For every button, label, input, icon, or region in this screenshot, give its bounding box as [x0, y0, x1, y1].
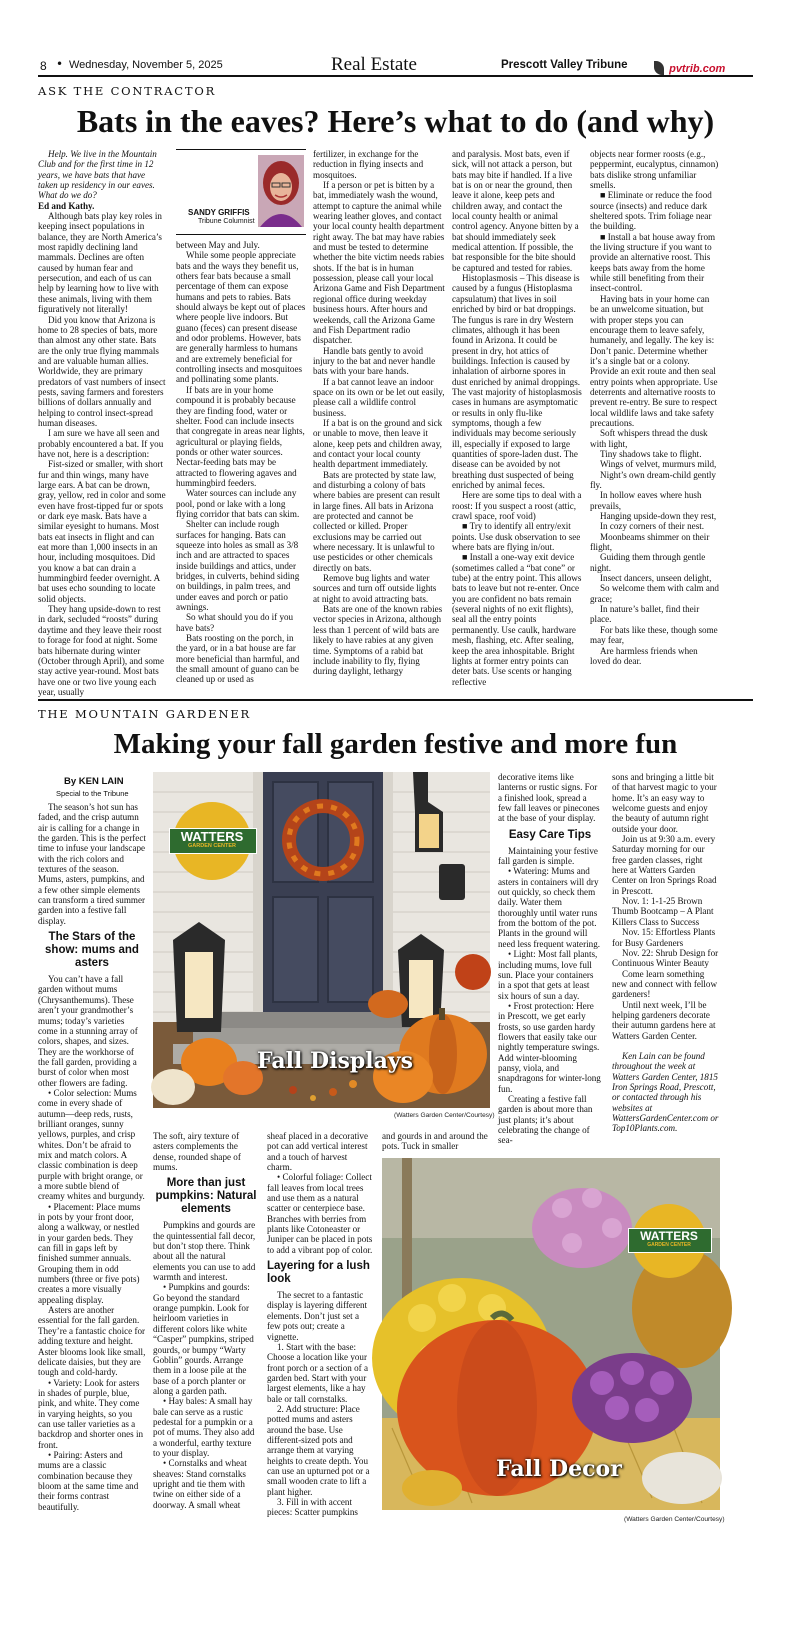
paragraph: Handle bats gently to avoid injury to the bat and never handle bats with your bare hands. — [313, 345, 436, 377]
paragraph: Come learn something new and connect with fellow gardeners! — [612, 968, 718, 1000]
article-kicker: ASK THE CONTRACTOR — [38, 84, 217, 98]
paragraph: Bats are protected by state law, and disturbing a colony of bats where babies are present can result in large fines. All bats in Arizona are protected and cannot be collected or killed. Proper exclusions may be carried out where necessary. It is unlawful to use pesticides or other chemicals directly on bats. — [313, 469, 440, 573]
paragraph: Shelter can include rough surfaces for hanging. Bats can squeeze into holes as small as 3/8 inch and are attracted to spaces inside buildings and attics, under bridges, in culverts, behind siding on buildings, in palm trees, and under eaves and porch or patio awnings. — [176, 519, 300, 613]
bullet-item: • Pumpkins and gourds: Go beyond the standard orange pumpkin. Look for heirloom varieties in different colors like white “Casper” pumpkins, striped gourds, or bumpy “Warty Goblin” gourds. Arrange them in a loose pile at the base of a porch planter or along a garden path. — [153, 1282, 254, 1396]
fall-displays-photo — [153, 772, 490, 1108]
article1-column-3 — [313, 149, 445, 691]
article1-column-2 — [176, 240, 306, 691]
tip-item: ■ Install a one-way exit device (sometimes called a “bat cone” or tube) at the entry point. This allows bats to leave but not re-enter. Once you are confident no bats remain (several nights of no exit flights), seal all the entry points permanently. Use caulk, hardware mesh, flashing, etc. After sealing, keep the area inhospitable. Bright lights at former entry points can deter bats. Use scents or hanging reflective — [452, 552, 582, 687]
paragraph: The season’s hot sun has faded, and the crisp autumn air is calling for a change in the garden. This is the perfect time to infuse your landscape with the rich colors and textures of the season. Mums, asters, pumpkins, and a few other simple elements can transform a tired summer garden into a festive fall display. — [38, 802, 146, 926]
columnist-title: Tribune Columnist — [198, 218, 255, 225]
poem-line: In cozy corners of their nest. — [600, 521, 705, 532]
article2-byline: By KEN LAIN — [64, 776, 124, 787]
article2-kicker: THE MOUNTAIN GARDENER — [38, 707, 251, 721]
reader-question: Help. We live in the Mountain Club and for the first time in 12 years, we have bats that have taken up residency in our eaves. What do we do? — [38, 149, 157, 201]
paragraph: Maintaining your festive fall garden is simple. — [498, 845, 598, 867]
paragraph: objects near former roosts (e.g., peppermint, eucalyptus, cinnamon) bats dislike strong unfamiliar smells. — [590, 149, 719, 191]
article1-column-4 — [452, 149, 582, 691]
tip-item: ■ Eliminate or reduce the food source (insects) and reduce dark sheltered spots. Trim foliage near the building. — [590, 190, 712, 232]
paragraph: Remove bug lights and water sources and turn off outside lights at night to avoid attracting bats. — [313, 573, 437, 604]
poem-line: Guiding them through gentle night. — [590, 552, 706, 573]
columnist-name: SANDY GRIFFIS — [188, 208, 250, 217]
event-item: Nov. 15: Effortless Plants for Busy Gardeners — [612, 927, 716, 948]
tip-item: ■ Try to identify all entry/exit points. Use dusk observation to see where bats are flying in/out. — [452, 521, 581, 553]
paragraph: Having bats in your home can be an unwelcome situation, but with proper steps you can encourage them to leave safely, humanely, and legally. The key is: Don’t panic. Determine whether it’s a single bat or a colony. Provide an exit route and then seal entry points when appropriate. Use deterrents and alternative roosts to prevent re-entry. Be sure to respect local wildlife laws and take safety precautions. — [590, 293, 718, 428]
article2-column-2 — [153, 1131, 259, 1586]
bullet-item: • Pairing: Asters and mums are a classic combination because they bloom at the same time and their forms contrast beautifully. — [38, 1449, 139, 1512]
paragraph: Join us at 9:30 a.m. every Saturday morning for our free garden classes, right here at Watters Garden Center on Iron Springs Road in Prescott. — [612, 834, 717, 896]
subhead-layering: Layering for a lush look — [267, 1260, 370, 1286]
article2-byline-title: Special to the Tribune — [56, 789, 129, 798]
poem-line: So welcome them with calm and grace; — [590, 583, 719, 604]
paragraph: Water sources can include any pool, pond or lake with a long flying corridor that bats can skim. — [176, 488, 300, 519]
bullet-item: • Variety: Look for asters in shades of purple, blue, pink, and white. They come in varying heights, so you can use taller varieties as a backdrop and shorter ones in front. — [38, 1377, 144, 1450]
watters-logo — [173, 802, 251, 880]
site-url: pvtrib.com — [669, 63, 726, 75]
author-tagline: Ken Lain can be found throughout the week at Watters Garden Center, 1815 Iron Springs Road, Prescott, or contacted through his websites at WattersGardenCenter.com or Top10Plants.com. — [612, 1050, 719, 1134]
article1-column-5 — [590, 149, 720, 691]
paragraph: Did you know that Arizona is home to 28 species of bats, more than almost any other state. Bats are the only true flying mammals and are valuable human allies. Worldwide, they are primary predators of vast numbers of insect pests, saving farmers and foresters billions of dollars annually and helping to control insect-spread human diseases. — [38, 314, 166, 428]
feather-icon — [654, 61, 664, 75]
page-number: 8 — [40, 59, 47, 73]
paper-name: Prescott Valley Tribune — [501, 59, 628, 71]
numbered-step: 1. Start with the base: Choose a location like your front porch or a section of a garden bed. Start with your largest elements, like a hay bale or tall cornstalks. — [267, 1341, 369, 1404]
bullet-item: • Frost protection: Here in Prescott, we get early frosts, so use garden hardy flowers that easily take our nightly temperature swings. Add winter-blooming pansy, viola, and snapdragons for winter-long fun. — [498, 1000, 601, 1094]
section-title: Real Estate — [331, 54, 417, 75]
numbered-step: 3. Fill in with accent pieces: Scatter pumpkins — [267, 1497, 358, 1518]
poem-line: Soft whispers thread the dusk with light, — [590, 428, 708, 449]
article1-column-1 — [38, 149, 166, 697]
poem-line: Wings of velvet, murmurs mild, — [600, 459, 717, 470]
poem-line: Insect dancers, unseen delight, — [600, 573, 712, 584]
paragraph: sons and bringing a little bit of that harvest magic to your home. It’s an easy way to welcome guests and enjoy the beauty of autumn right outside your door. — [612, 772, 717, 834]
tip-item: ■ Install a bat house away from the living structure if you want to provide an alternative roost. This keeps bats away from the home while still benefiting from their insect-control. — [590, 231, 716, 294]
poem-line: In nature’s ballet, find their place. — [590, 604, 700, 625]
paragraph: You can’t have a fall garden without mums (Chrysanthemums). These aren’t your grandmother’s mums; today’s varieties come in a stunning array of colors, shapes, and sizes. They are the workhorse of the fall garden, providing a burst of color when most other flowers are fading. — [38, 974, 138, 1088]
site-logo[interactable] — [654, 57, 725, 76]
article2-column-5 — [612, 772, 720, 1154]
paragraph: Here are some tips to deal with a roost: If you suspect a roost (attic, crawl space, roof void) — [452, 490, 582, 522]
fall-decor-photo — [382, 1158, 720, 1510]
event-item: Nov. 22: Shrub Design for Continuous Winter Beauty — [612, 947, 719, 969]
poem-line: Night’s own dream-child gently fly. — [590, 469, 716, 490]
paragraph: Although bats play key roles in keeping insect populations in balance, they are North America’s most rapidly declining land mammals. Declines are often caused by human fear and persecution, and each of us can help by learning how to live with these animals, living with them figuratively not literally! — [38, 211, 162, 315]
paragraph: decorative items like lanterns or rustic signs. For a finished look, spread a few fall leaves or pinecones at the base of your display. — [498, 772, 600, 824]
paragraph: and paralysis. Most bats, even if sick, will not attack a person, but bats may bite if handled. If a live bat is on or near the ground, then leave it alone, keep pets and children away, and contact the local county health or animal control agency. Anyone bitten by a bat should immediately seek medical attention. If possible, the bat responsible for the bite should be captured and tested for rabies. — [452, 149, 579, 273]
paragraph: Until next week, I’ll be helping gardeners decorate their autumn gardens here at Watters Garden Center. — [612, 999, 716, 1041]
article2-headline: Making your fall garden festive and more fun — [113, 728, 678, 760]
paragraph: They hang upside-down to rest in dark, secluded “roosts” during daytime and they leave their roost to forage for food at night. Some bats hibernate during winter (October through April), and some stay active year-round. Most bats have one or two live young each year, usually — [38, 604, 165, 697]
paragraph: If a bat is on the ground and sick or unable to move, then leave it alone, keep pets and children away, and contact your local county health department immediately. — [313, 417, 443, 470]
issue-date: Wednesday, November 5, 2025 — [69, 59, 223, 71]
reader-signature: Ed and Kathy. — [38, 200, 95, 211]
numbered-step: 2. Add structure: Place potted mums and asters around the base. Use different-sized pots and arrange them at varying heights to create depth. You can use an upturned pot or a small wooden crate to lift a plant higher. — [267, 1403, 370, 1497]
masthead-rule — [38, 75, 753, 77]
masthead — [38, 55, 753, 77]
watters-logo-2 — [632, 1204, 706, 1278]
bullet-item: • Colorful foliage: Collect fall leaves from local trees and use them as a natural scatter or centerpiece base. Branches with berries from plants like Cotoneaster or Juniper can be placed in pots to add a vibrant pop of color. — [267, 1172, 373, 1255]
article2-column-4 — [498, 772, 602, 1154]
columnist-byline — [176, 149, 306, 235]
paragraph: So what should you do if you have bats? — [176, 612, 294, 633]
paragraph: between May and July. — [176, 240, 260, 250]
paragraph: Bats are one of the known rabies vector species in Arizona, although less than 1 percent of wild bats are likely to have rabies at any given time. Symptoms of a rabid bat include inability to fly, flying during daylight, lethargy — [313, 604, 443, 677]
paragraph: I am sure we have all seen and probably encountered a bat. If you have not, here is a description: — [38, 428, 164, 459]
logo-subtitle: GARDEN CENTER — [188, 843, 236, 849]
poem-line: Are harmless friends when loved do dear. — [590, 645, 698, 666]
poem-line: Moonbeams shimmer on their flight, — [590, 531, 710, 553]
subhead-natural: More than just pumpkins: Natural elements — [155, 1177, 257, 1216]
bullet-item: • Watering: Mums and asters in containers will dry out quickly, so check them daily. Water them thoroughly until water runs from the bottom of the pot. Plants in the ground will need less frequent watering. — [498, 866, 601, 949]
article-headline: Bats in the eaves? Here’s what to do (and why) — [76, 103, 715, 139]
bullet-item: • Hay bales: A small hay bale can serve as a rustic pedestal for a pumpkin or a pot of mums. They also add a wonderful, earthy texture to your display. — [153, 1396, 255, 1458]
paragraph: Creating a festive fall garden is about more than just plants; it’s about celebrating the change of sea- — [498, 1093, 593, 1146]
paragraph: and gourds in and around the pots. Tuck in smaller — [382, 1131, 488, 1152]
bullet-item: • Placement: Place mums in pots by your front door, along a walkway, or nestled in your garden beds. They can fill in gaps left by finished summer annuals. Grouping them in odd numbers (three or five pots) creates a more visually appealing display. — [38, 1201, 141, 1305]
paragraph: Pumpkins and gourds are the quintessential fall decor, but don’t stop there. Think about all the natural elements you can use to add warmth and interest. — [153, 1220, 256, 1283]
paragraph: fertilizer, in exchange for the reduction in flying insects and mosquitoes. — [313, 149, 424, 180]
paragraph: The soft, airy texture of asters complements the dense, rounded shape of mums. — [153, 1131, 241, 1173]
bullet-separator: • — [56, 57, 64, 71]
bullet-item: • Color selection: Mums come in every shade of autumn—deep reds, rusts, brilliant oranges, sunny yellows, purples, and crisp whites. Don’t be afraid to mix and match colors. A classic combination is deep purple with bright orange, or a more subtle blend of creamy whites and burgundy. — [38, 1087, 145, 1202]
paragraph: If a bat cannot leave an indoor space on its own or be let out easily, please call a wildlife control business. — [313, 376, 445, 418]
paragraph: Bats roosting on the porch, in the yard, or in a bat house are far more beneficial than harmful, and the small amount of guano can be cleaned up or used as — [176, 633, 300, 685]
photo-credit-2: (Watters Garden Center/Courtesy) — [624, 1516, 725, 1523]
poem-line: Tiny shadows take to flight. — [600, 448, 702, 459]
article2-column-1 — [38, 802, 146, 1582]
photo-overlay-caption: Fall Decor — [496, 1456, 622, 1482]
poem-line: In hollow eaves where hush prevails, — [590, 490, 702, 511]
section-divider — [38, 699, 753, 701]
subhead-stars: The Stars of the show: mums and asters — [45, 931, 139, 970]
paragraph: The secret to a fantastic display is layering different elements. Don’t just set a few pots out; create a vignette. — [267, 1290, 368, 1342]
paragraph: If bats are in your home compound it is probably because they are finding food, water or shelter. Food can include insects that congregate in areas near lights, agricultural or playing fields, ponds or other water sources. Nectar-feeding bats may be attracted to flowering agaves and hummingbird feeders. — [176, 384, 305, 488]
columnist-photo — [258, 155, 304, 227]
logo-subtitle: GARDEN CENTER — [647, 1242, 691, 1248]
paragraph: sheaf placed in a decorative pot can add vertical interest and a touch of harvest charm. — [267, 1131, 368, 1173]
bullet-item: • Light: Most fall plants, including mums, love full sun. Place your containers in a spot that gets at least six hours of sun a day. — [498, 949, 598, 1001]
paragraph: Histoplasmosis – This disease is caused by a fungus (Histoplasma capsulatum) that lives in soil enriched by bird or bat droppings. The fungus is rare in dry Western climates, although it has been found in Arizona. It could be present in dry, hot attics of buildings. Infection is caused by inhalation of airborne spores in dust enriched by animal droppings. The vast majority of histoplasmosis cases in humans are asymptomatic or results in only flu-like symptoms, though a few individuals may become seriously ill, especially if exposed to large quantities of spore-laden dust. The disease can be avoided by not breathing dust suspected of being enriched by animal feces. — [452, 273, 582, 490]
logo-name: WATTERS — [640, 1229, 698, 1243]
bullet-item: • Cornstalks and wheat sheaves: Stand cornstalks upright and tie them with twine on either side of a doorway. A small wheat — [153, 1458, 247, 1510]
photo-credit: (Watters Garden Center/Courtesy) — [394, 1112, 495, 1119]
paragraph: If a person or pet is bitten by a bat, immediately wash the wound, attempt to capture the animal while wearing leather gloves, and contact your local county health department right away. The bat may have rabies and must be tested to determine whether the bite victim needs rabies shots. If the bat is in human possession, please call your local Arizona Game and Fish Department regional office during weekday business hours. After hours and weekends, call the Arizona Game and Fish Department radio dispatcher. — [313, 180, 445, 346]
paragraph: Asters are another essential for the fall garden. They’re a fantastic choice for adding texture and height. Aster blooms look like small, delicate daisies, but they are tough and cold-hardy. — [38, 1305, 146, 1378]
logo-name: WATTERS — [180, 829, 244, 844]
poem-line: For bats like these, though some may fear, — [590, 624, 718, 646]
poem-line: Hanging upside-down they rest, — [600, 511, 717, 522]
subhead-easy-care: Easy Care Tips — [508, 828, 592, 841]
paragraph: While some people appreciate bats and the ways they benefit us, others fear bats because a small percentage of them can expose humans and pets to rabies. Bats should always be kept out of places where people live indoors. But guano (feces) can present disease and odor problems. However, bats are generally harmless to humans and are extremely beneficial for controlling insects and mosquitoes and pollinating some plants. — [176, 250, 306, 385]
article2-column-3 — [267, 1131, 374, 1586]
paragraph: Fist-sized or smaller, with short fur and thin wings, many have large ears. A bat can be drown, gray, yellow, red in color and some even have frost-tipped fur or spots or dark eye mask. Bats have a similar eyesight to humans. Most bats eat insects in flight and can eat more than 1,000 insects in an hour, including mosquitoes. Did you know a bat can drain a hummingbird feeder overnight. A bat uses echo sounding to locate solid objects. — [38, 459, 166, 604]
photo-overlay-caption: Fall Displays — [257, 1048, 414, 1074]
event-item: Nov. 1: 1-1-25 Brown Thumb Bootcamp – A Plant Killers Class to Success — [612, 896, 714, 927]
article2-column-4-bottom — [382, 1131, 492, 1153]
